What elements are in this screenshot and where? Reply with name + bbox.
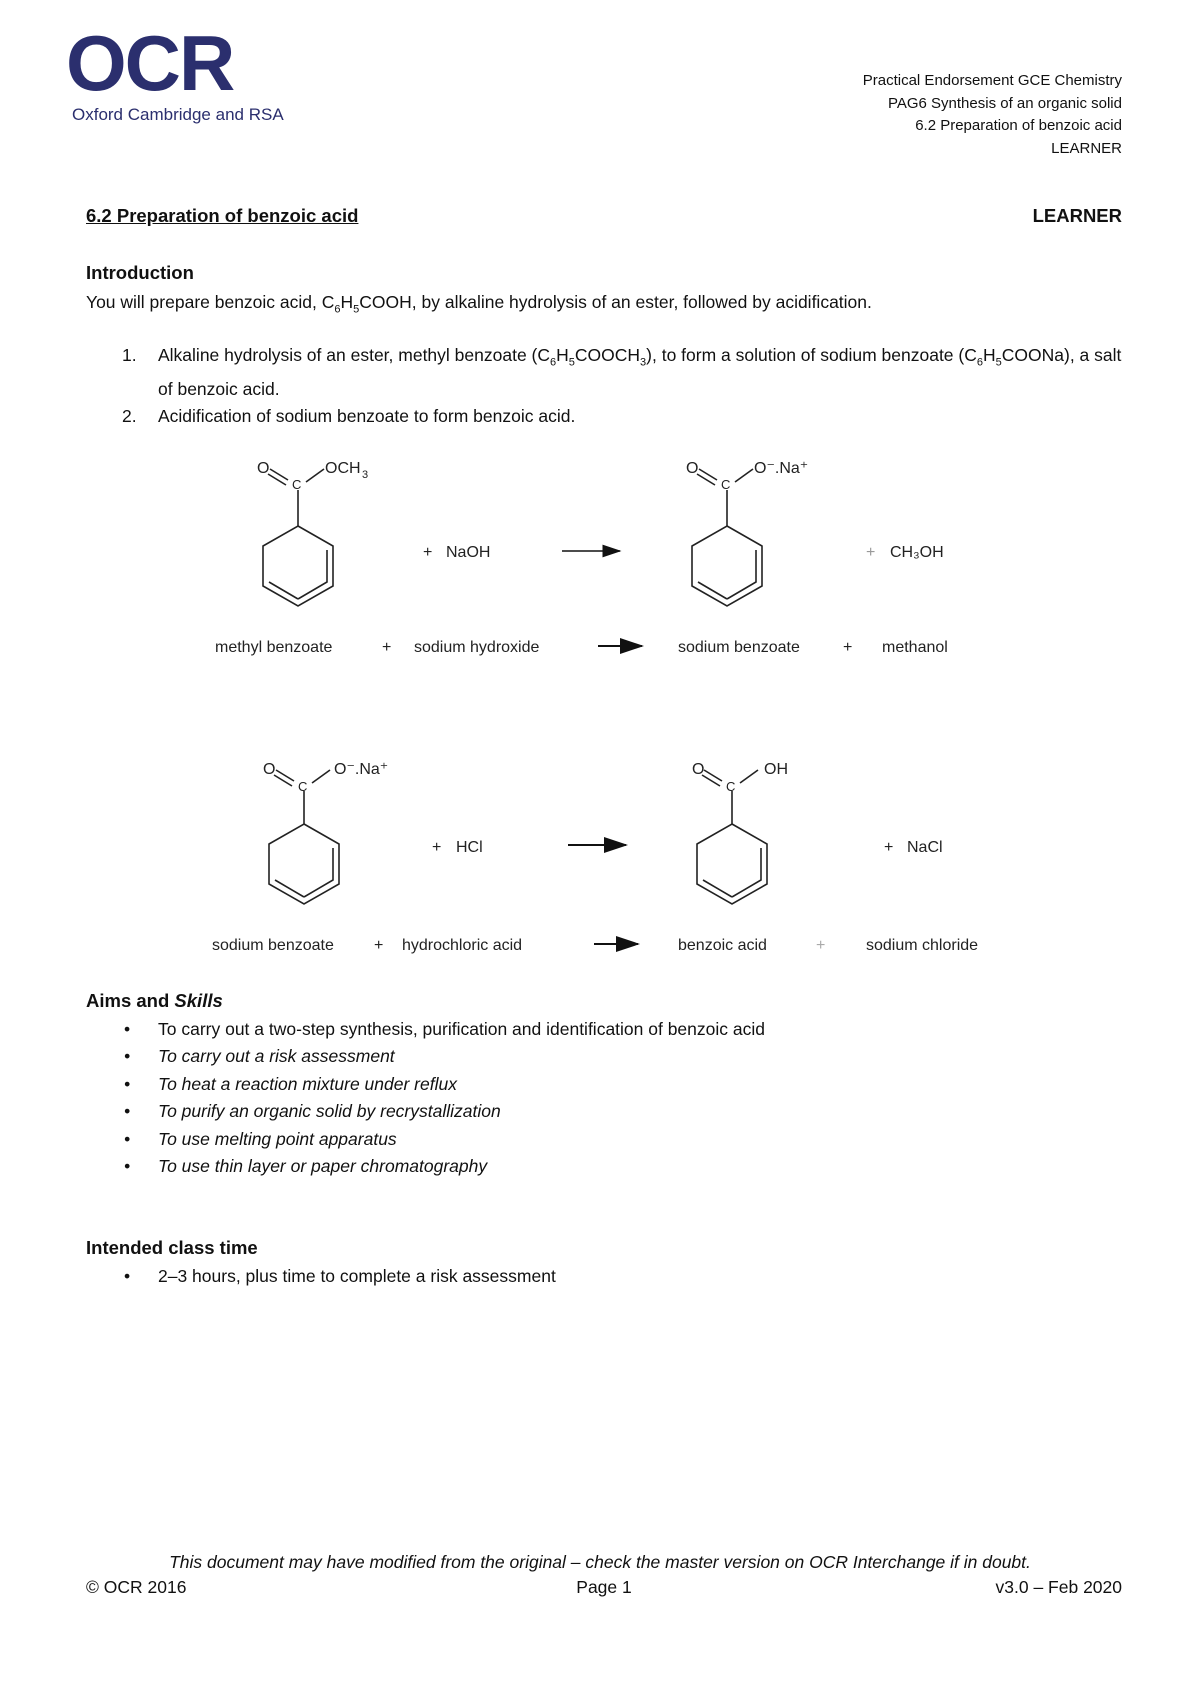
logo-text: OCR <box>66 28 234 107</box>
name-label: sodium chloride <box>866 937 979 954</box>
plus-sign: + <box>432 839 442 856</box>
atom-label: O <box>263 761 276 778</box>
svg-text:C: C <box>298 779 308 794</box>
list-item: • To heat a reaction mixture under reflux <box>122 1071 765 1098</box>
page-footer <box>86 1577 1122 1598</box>
svg-text:C: C <box>292 477 302 492</box>
plus-sign: + <box>884 839 894 856</box>
atom-label: O <box>692 761 705 778</box>
list-item: • To purify an organic solid by recrystallization <box>122 1098 765 1125</box>
atom-label: O⁻.Na⁺ <box>334 761 389 778</box>
document-role: LEARNER <box>1032 205 1122 226</box>
name-label: methanol <box>882 639 948 656</box>
name-label: sodium benzoate <box>212 937 334 954</box>
plus-sign: + <box>816 937 826 954</box>
name-label: methyl benzoate <box>215 639 333 656</box>
list-item: • To carry out a risk assessment <box>122 1043 765 1070</box>
atom-label: OCH <box>325 460 361 477</box>
header-role: LEARNER <box>1051 139 1122 157</box>
name-label: sodium hydroxide <box>414 639 540 656</box>
header-activity: 6.2 Preparation of benzoic acid <box>915 117 1122 134</box>
document-title: 6.2 Preparation of benzoic acid <box>86 205 359 226</box>
aims-list <box>122 1016 765 1180</box>
plus-sign: + <box>382 639 392 656</box>
plus-sign: + <box>374 937 384 954</box>
list-item: 2. Acidification of sodium benzoate to form benzoic acid. <box>122 405 576 426</box>
list-item: • 2–3 hours, plus time to complete a risk assessment <box>122 1263 556 1290</box>
byproduct-label: NaCl <box>907 839 943 856</box>
reagent-label: HCl <box>456 839 483 856</box>
svg-text:C: C <box>726 779 736 794</box>
list-item: • To use thin layer or paper chromatography <box>122 1153 765 1180</box>
atom-label: O⁻.Na⁺ <box>754 460 809 477</box>
plus-sign: + <box>866 544 876 561</box>
logo-subtitle: Oxford Cambridge and RSA <box>72 105 284 124</box>
aims-heading: Aims and Skills <box>86 990 223 1011</box>
atom-label: OH <box>764 761 788 778</box>
plus-sign: + <box>843 639 853 656</box>
header-pag: PAG6 Synthesis of an organic solid <box>887 94 1122 112</box>
list-item: • To use melting point apparatus <box>122 1126 765 1153</box>
introduction-text: You will prepare benzoic acid, $C_6H_5COOH$, by alkaline hydrolysis of an ester, followed by acidification. <box>86 292 872 316</box>
footer-copyright: © OCR 2016 <box>86 1577 187 1597</box>
class-time-heading: Intended class time <box>86 1237 258 1258</box>
footer-page-number: Page 1 <box>576 1577 632 1597</box>
list-item: • To carry out a two-step synthesis, purification and identification of benzoic acid <box>122 1016 765 1043</box>
svg-text:C: C <box>721 477 731 492</box>
plus-sign: + <box>423 544 433 561</box>
name-label: benzoic acid <box>678 937 767 954</box>
footer-disclaimer: This document may have modified from the original – check the master version on OCR Interchange if in doubt. <box>169 1552 1031 1572</box>
svg-text:3: 3 <box>362 469 369 481</box>
atom-label: O <box>257 460 270 477</box>
introduction-heading: Introduction <box>86 262 194 283</box>
header-course: Practical Endorsement GCE Chemistry <box>862 72 1122 89</box>
name-label: hydrochloric acid <box>402 937 523 954</box>
name-label: sodium benzoate <box>678 639 800 656</box>
byproduct-label: CH₃OH <box>890 544 944 561</box>
class-time-list <box>122 1263 556 1290</box>
reagent-label: NaOH <box>446 544 491 561</box>
atom-label: O <box>686 460 699 477</box>
list-item: 1. Alkaline hydrolysis of an ester, methyl benzoate $(C_6H_5COOCH_3)$, to form a solution of sodium benzoate $(C_6H_5COONa)$, a salt of benzoic acid. <box>122 345 1122 399</box>
footer-version: v3.0 – Feb 2020 <box>995 1577 1122 1597</box>
